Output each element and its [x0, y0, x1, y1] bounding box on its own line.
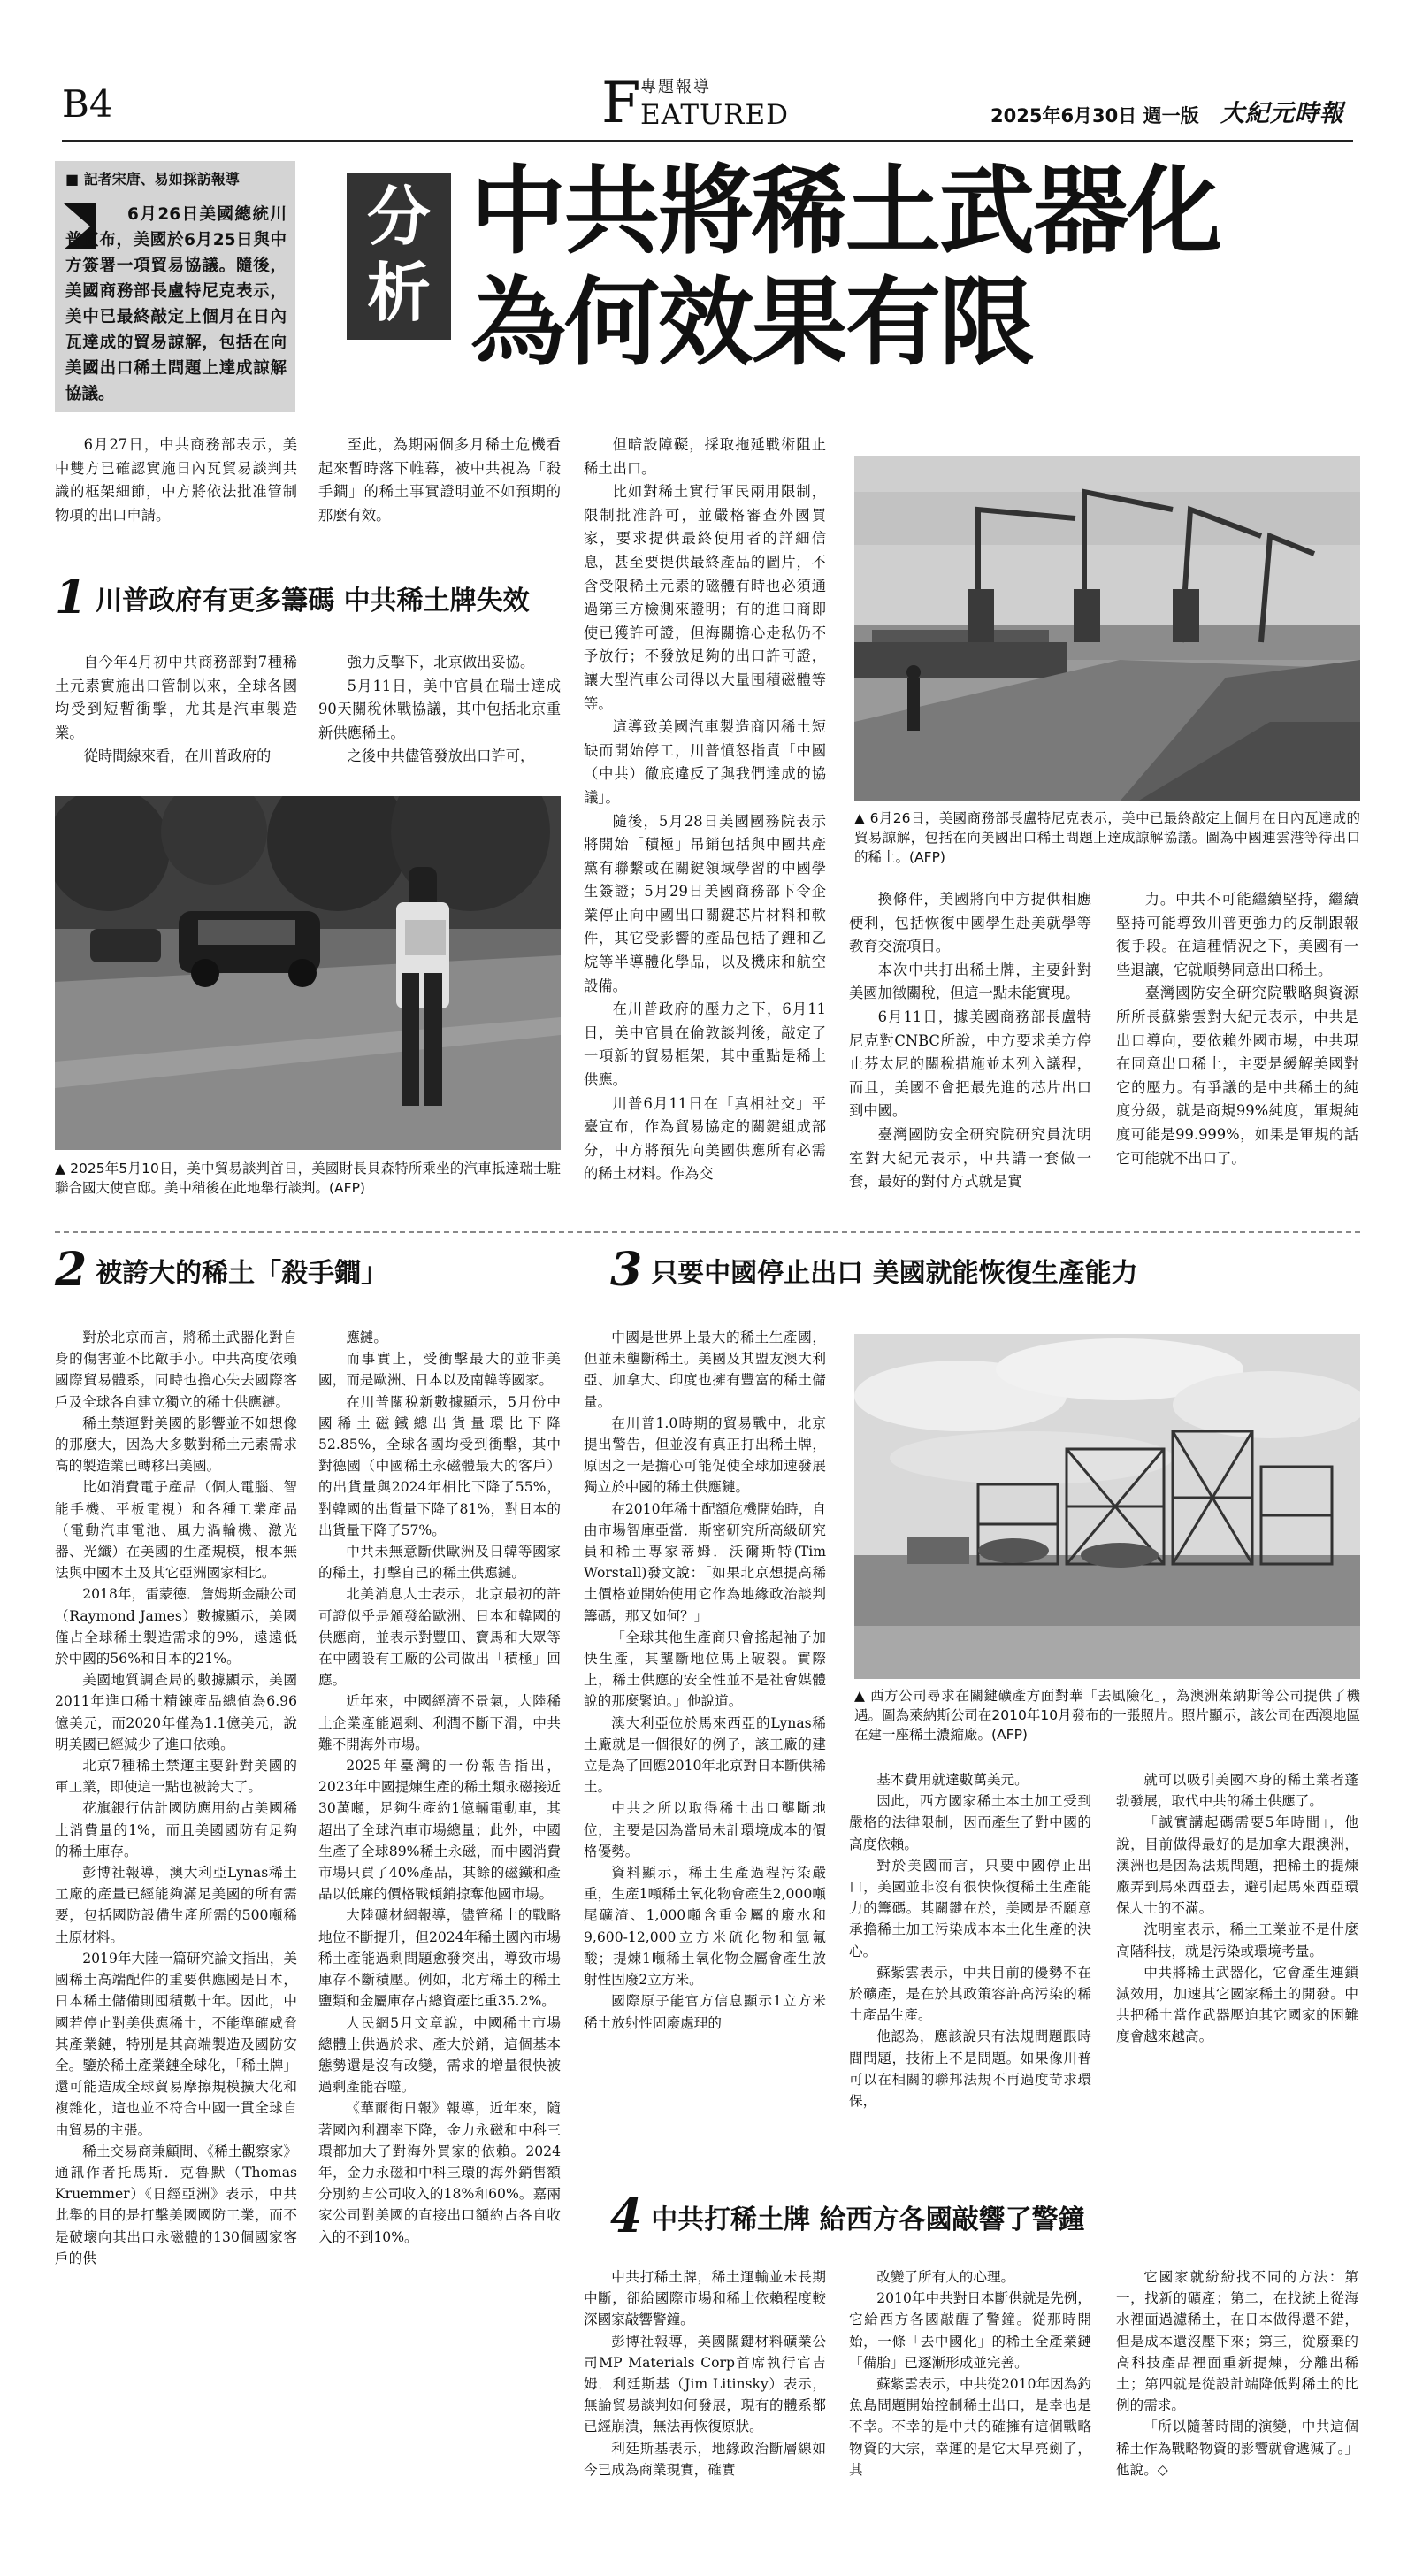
- body-paragraph: 蘇紫雲表示，中共目前的優勢不在於礦產，是在於其政策容許高污染的稀土產品生產。: [849, 1964, 1091, 2024]
- plant-photo-drawing: [854, 1334, 1360, 1679]
- body-paragraph: 中共之所以取得稀土出口壟斷地位，主要是因為當局未計環境成本的價格優勢。: [584, 1800, 826, 1859]
- body-paragraph: 對於北京而言，將稀土武器化對自身的傷害並不比敵手小。中共高度依賴國際貿易體系，同時也擔心失去國際客戶及全球各自建立獨立的稀土供應鏈。: [55, 1330, 297, 1410]
- body-paragraph: 強力反擊下，北京做出妥協。: [347, 654, 535, 671]
- section-number: 4: [610, 2189, 643, 2243]
- section-2-col-1: [55, 1327, 297, 2269]
- body-paragraph: 6月11日，據美國商務部長盧特尼克對CNBC所說，中方要求美方停止芬太尼的關稅措施並未列入議程，而且，美國不會把最先進的芯片出口到中國。: [849, 1008, 1091, 1120]
- body-paragraph: 在2010年稀土配額危機開始時，自由市場智庫亞當．斯密研究所高級研究員和稀土專家蒂姆．沃爾斯特(Tim Worstall)發文說：「如果北京想提高稀土價格並開始使用它作為地緣政治談判籌碼，那又如何？」: [584, 1500, 826, 1624]
- body-paragraph: 比如消費電子產品（個人電腦、智能手機、平板電視）和各種工業產品（電動汽車電池、風力渦輪機、激光器、光纖）在美國的生產規模，根本無法與中國本土及其它亞洲國家相比。: [55, 1479, 297, 1582]
- body-paragraph: 隨後，5月28日美國國務院表示將開始「積極」吊銷包括與中國共產黨有聯繫或在關鍵領域學習的中國學生簽證；5月29日美國商務部下令企業停止向中國出口關鍵芯片材料和軟件，其它受影響的產品包括了鋰和乙烷等半導體化學品，以及機床和航空設備。: [584, 812, 826, 994]
- header-rule: [62, 140, 1353, 142]
- section-title: 中共打稀土牌 給西方各國敲響了警鐘: [651, 2204, 1085, 2235]
- section-title-en: EATURED: [640, 99, 789, 131]
- body-paragraph: 稀土禁運對美國的影響並不如想像的那麼大，因為大多數對稀土元素需求高的製造業已轉移出美國。: [55, 1414, 297, 1475]
- body-paragraph: 但暗設障礙，採取拖延戰術阻止稀土出口。: [584, 436, 826, 477]
- body-paragraph: 在川普關稅新數據顯示，5月份中國稀土磁鐵總出貨量環比下降52.85%，全球各國均受到衝擊，其中對德國（中國稀土永磁體最大的客戶）的出貨量與2024年相比下降了55%，對韓國的出貨量下降了81%，對日本的出貨量下降了57%。: [318, 1393, 561, 1538]
- body-paragraph: 從時間線來看，在川普政府的: [83, 748, 272, 765]
- section-initial: F: [601, 71, 641, 136]
- page-header: [0, 0, 1415, 142]
- section-divider: [55, 1231, 1360, 1233]
- section-1-col-2: [318, 651, 561, 769]
- body-paragraph: 之後中共儘管發放出口許可，: [347, 748, 535, 765]
- body-paragraph: 他認為，應該說只有法規問題跟時間問題，技術上不是問題。如果像川普可以在相關的聯邦法規不再過度苛求環保，: [849, 2028, 1091, 2110]
- body-paragraph: 利廷斯基表示，地緣政治斷層線如今已成為商業現實，確實: [584, 2440, 826, 2478]
- intro-paragraph: 6月27日，中共商務部表示，美中雙方已確認實施日內瓦貿易談判共識的框架細節，中方將依法批准管制物項的出口申請。: [55, 436, 297, 524]
- body-paragraph: 2018年，雷蒙德．詹姆斯金融公司（Raymond James）數據顯示，美國僅占全球稀土製造需求的9%，遠遠低於中國的56%和日本的21%。: [55, 1586, 297, 1668]
- section-title-cn: 專題報導: [640, 78, 711, 96]
- body-paragraph: 因此，西方國家稀土本土加工受到嚴格的法律限制，因而產生了對中國的高度依賴。: [849, 1793, 1091, 1852]
- body-paragraph: 應鏈。: [346, 1330, 387, 1346]
- headline-line-2: 為何效果有限: [470, 268, 1034, 379]
- body-paragraph: 彭博社報導，澳大利亞Lynas稀土工廠的產量已經能夠滿足美國的所有需要，包括國防設備生產所需的500噸稀土原材料。: [55, 1865, 297, 1945]
- body-paragraph: 對於美國而言，只要中國停止出口，美國並非沒有很快恢復稀土生產能力的籌碼。其關鍵在於，美國是否願意承擔稀土加工污染成本本土化生產的決心。: [849, 1857, 1091, 1959]
- top-col-3: [584, 433, 826, 1186]
- body-paragraph: 中共打稀土牌，稀土運輸並未長期中斷，卻給國際市場和稀土依賴程度較深國家敲響警鐘。: [584, 2269, 826, 2328]
- body-paragraph: 澳大利亞位於馬來西亞的Lynas稀土廠就是一個很好的例子，該工廠的建立是為了回應2010年北京對日本斷供稀土。: [584, 1714, 826, 1796]
- body-paragraph: 換條件，美國將向中方提供相應便利，包括恢復中國學生赴美就學等教育交流項目。: [849, 891, 1091, 955]
- body-paragraph: 2025年臺灣的一份報告指出，2023年中國提煉生產的稀土類永磁接近30萬噸，足夠生產約1億輛電動車，其超出了全球汽車市場總量；此外，中國生產了全球89%稀土永磁，而中國消費市場只買了40%產品，其餘的磁鐵和產品以低廉的價格戰傾銷掠奪他國市場。: [318, 1758, 561, 1903]
- section-label: [601, 73, 831, 136]
- lead-text: 6月26日美國總統川普宣布，美國於6月25日與中方簽署一項貿易協議。隨後，美國商務部長盧特尼克表示，美中已最終敲定上個月在日內瓦達成的貿易諒解，包括在向美國出口稀土問題上達成諒解協議。: [65, 205, 287, 403]
- body-paragraph: 彭博社報導，美國關鍵材料礦業公司MP Materials Corp首席執行官吉姆．利廷斯基（Jim Litinsky）表示，無論貿易談判如何發展，現有的體系都已經崩潰，無法再恢復原狀。: [584, 2333, 826, 2435]
- headline-line-1: 中共將稀土武器化: [470, 157, 1221, 267]
- geneva-photo-caption: ▲ 2025年5月10日，美中貿易談判首日，美國財長貝森特所乘坐的汽車抵達瑞士駐聯合國大使官邸。美中稍後在此地舉行談判。(AFP): [55, 1161, 561, 1196]
- body-paragraph: 沈明室表示，稀土工業並不是什麼高階科技，就是污染或環境考量。: [1116, 1921, 1358, 1959]
- intro-paragraph: 至此，為期兩個多月稀土危機看起來暫時落下帷幕，被中共視為「殺手鐧」的稀土事實證明並不如預期的那麼有效。: [318, 436, 561, 524]
- body-paragraph: 國際原子能官方信息顯示1立方米稀土放射性固廢處理的: [584, 1993, 826, 2031]
- body-paragraph: 臺灣國防安全研究院研究員沈明室對大紀元表示，中共講一套做一套，最好的對付方式就是實: [849, 1125, 1091, 1191]
- section-1-heading: [55, 571, 568, 625]
- body-paragraph: 中國是世界上最大的稀土生產國，但並未壟斷稀土。美國及其盟友澳大利亞、加拿大、印度也擁有豐富的稀土儲量。: [584, 1330, 826, 1410]
- section-2-col-2: [318, 1327, 561, 2248]
- body-paragraph: 「誠實講起碼需要5年時間」，他說，目前做得最好的是加拿大跟澳洲，澳洲也是因為法規問題，把稀土的提煉廠弄到馬來西亞去，避引起馬來西亞環保人士的不滿。: [1116, 1814, 1358, 1917]
- section-number: 2: [55, 1243, 88, 1297]
- geneva-motorcade-photo: [55, 796, 561, 1150]
- section-4-col-3: [1116, 2266, 1358, 2480]
- port-photo-caption: ▲ 6月26日，美國商務部長盧特尼克表示，美中已最終敲定上個月在日內瓦達成的貿易諒解，包括在向美國出口稀土問題上達成諒解協議。圖為中國連雲港等待出口的稀土。(AFP): [854, 810, 1360, 865]
- body-paragraph: 而事實上，受衝擊最大的並非美國，而是歐洲、日本以及南韓等國家。: [318, 1351, 561, 1389]
- body-paragraph: 北美消息人士表示，北京最初的許可證似乎是頒發給歐洲、日本和韓國的供應商，並表示對豐田、寶馬和大眾等在中國設有工廠的公司做出「積極」回應。: [318, 1586, 561, 1689]
- intro-col-2: [318, 433, 561, 527]
- top-right-col-b: [1116, 888, 1358, 1170]
- section-3-col-1: [584, 1327, 826, 2034]
- section-title: 只要中國停止出口 美國就能恢復生產能力: [651, 1258, 1138, 1289]
- section-4-col-2: [849, 2266, 1091, 2480]
- section-3-col-3: [1116, 1769, 1358, 2048]
- body-paragraph: 中共未無意斷供歐洲及日韓等國家的稀土，打擊自己的稀土供應鏈。: [318, 1544, 561, 1582]
- intro-col-1: [55, 433, 297, 527]
- body-paragraph: 川普6月11日在「真相社交」平臺宣布，作為貿易協定的關鍵組成部分，中方將預先向美國供應所有必需的稀土材料。作為交: [584, 1094, 826, 1183]
- geneva-photo-drawing: [55, 796, 561, 1150]
- body-paragraph: 力。中共不可能繼續堅持，繼續堅持可能導致川普更強力的反制跟報復手段。在這種情況之下，美國有一些退讓，它就順勢同意出口稀土。: [1116, 891, 1358, 978]
- body-paragraph: 「全球其他生產商只會搖起袖子加快生產，其壟斷地位馬上破裂。實際上，稀土供應的安全性並不是社會媒體說的那麼緊迫。」他說道。: [584, 1629, 826, 1710]
- body-paragraph: 稀土交易商兼顧問、《稀土觀察家》通訊作者托馬斯．克魯默（Thomas Kruemmer）《日經亞洲》表示，中共此舉的目的是打擊美國國防工業，而不是破壞向其出口永磁體的130個國家客戶的供: [55, 2143, 297, 2266]
- section-number: 1: [55, 571, 88, 625]
- issue-date: 2025年6月30日 週一版: [990, 105, 1199, 126]
- body-paragraph: 它國家就紛紛找不同的方法：第一，找新的礦產；第二，在找統上從海水裡面過濾稀土，在日本做得還不錯，但是成本還沒壓下來；第三，從廢棄的高科技產品裡面重新提煉，分離出稀土；第四就是從設計端降低對稀土的比例的需求。: [1116, 2269, 1358, 2414]
- section-3-heading: [610, 1243, 1362, 1297]
- analysis-tag: [347, 173, 451, 340]
- body-paragraph: 近年來，中國經濟不景氣，大陸稀土企業產能過剩、利潤不斷下滑，中共難不開海外市場。: [318, 1693, 561, 1752]
- body-paragraph: 5月11日，美中官員在瑞士達成90天關稅休戰協議，其中包括北京重新供應稀土。: [318, 677, 561, 741]
- body-paragraph: 蘇紫雲表示，中共從2010年因為釣魚島問題開始控制稀土出口，是幸也是不幸。不幸的是中共的確擁有這個戰略物資的大宗，幸運的是它太早亮劍了，其: [849, 2376, 1091, 2478]
- body-paragraph: 改變了所有人的心理。: [876, 2269, 1015, 2285]
- paper-logo: 大紀元時報: [1220, 100, 1344, 127]
- port-photo-drawing: [854, 456, 1360, 801]
- body-paragraph: 北京7種稀土禁運主要針對美國的軍工業，即使這一點也被誇大了。: [55, 1758, 297, 1796]
- analysis-tag-text: 分析: [366, 180, 431, 330]
- body-paragraph: 大陸礦材網報導，儘管稀土的戰略地位不斷提升，但2024年稀土國內市場稀土產能過剩問題愈發突出，導致市場庫存不斷積壓。例如，北方稀土的稀土鹽類和金屬庫存占總資產比重35.2%。: [318, 1907, 561, 2010]
- body-paragraph: 本次中共打出稀土牌，主要針對美國加徵關稅，但這一點未能實現。: [849, 961, 1091, 1002]
- body-paragraph: 比如對稀土實行軍民兩用限制，限制批准許可，並嚴格審查外國買家，要求提供最終使用者的詳細信息，甚至要提供最終產品的圖片，不含受限稀土元素的磁體有時也必須通過第三方檢測來證明；有的進口商即使已獲許可證，但海關擔心走私仍不予放行；不發放足夠的出口許可證，讓大型汽車公司得以大量囤積磁體等等。: [584, 483, 826, 712]
- body-paragraph: 基本費用就達數萬美元。: [876, 1772, 1029, 1788]
- section-title: 被誇大的稀土「殺手鐧」: [96, 1258, 388, 1289]
- body-paragraph: 在川普1.0時期的貿易戰中，北京提出警告，但並沒有真正打出稀土牌，原因之一是擔心可能促使全球加速發展獨立於中國的稀土供應鏈。: [584, 1414, 826, 1496]
- body-paragraph: 臺灣國防安全研究院戰略與資源所所長蘇紫雲對大紀元表示，中共是出口導向，要依賴外國市場，中共現在同意出口稀土，主要是緩解美國對它的壓力。有爭議的是中共稀土的純度分級，就是商規99%純度，軍規純度可能是99.999%，如果是軍規的話它可能就不出口了。: [1116, 985, 1358, 1167]
- top-right-col-a: [849, 888, 1091, 1194]
- page-number: B4: [62, 82, 113, 126]
- plant-photo-caption: ▲ 西方公司尋求在關鍵礦產方面對華「去風險化」，為澳洲萊納斯等公司提供了機遇。圖為萊納斯公司在2010年10月發布的一張照片。照片顯示，該公司在西澳地區在建一座稀土濃縮廠。(AFP): [854, 1688, 1360, 1743]
- body-paragraph: 「所以隨著時間的演變，中共這個稀土作為戰略物資的影響就會遞減了。」他說。◇: [1116, 2419, 1358, 2478]
- body-paragraph: 2019年大陸一篇研究論文指出，美國稀土高端配件的重要供應國是日本，日本稀土儲備則囤積數十年。因此，中國若停止對美供應稀土，不能準確威脅其產業鏈，特別是其高端製造及國防安全。鑒於稀土產業鏈全球化，「稀土牌」還可能造成全球貿易摩擦規模擴大化和複雜化，這也並不符合中國一貫全球自由貿易的主張。: [55, 1950, 297, 2138]
- section-title: 川普政府有更多籌碼 中共稀土牌失效: [96, 586, 530, 617]
- lynas-plant-photo: [854, 1334, 1360, 1679]
- body-paragraph: 《華爾街日報》報導，近年來，隨著國內利潤率下降，金力永磁和中科三環都加大了對海外買家的依賴。2024年，金力永磁和中科三環的海外銷售額分別約占公司收入的18%和60%。嘉兩家公司對美國的直接出口額約占各自收入的不到10%。: [318, 2100, 561, 2245]
- section-1-col-1: [55, 651, 297, 769]
- section-4-heading: [610, 2189, 1362, 2243]
- body-paragraph: 自今年4月初中共商務部對7種稀土元素實施出口管制以來，全球各國均受到短暫衝擊，尤其是汽車製造業。: [55, 654, 297, 741]
- body-paragraph: 就可以吸引美國本身的稀土業者蓬勃發展，取代中共的稀土供應了。: [1116, 1772, 1358, 1810]
- body-paragraph: 2010年中共對日本斷供就是先例，它給西方各國敲醒了警鐘。從那時開始，一條「去中國化」的稀土全產業鏈「備胎」已逐漸形成並完善。: [849, 2290, 1091, 2371]
- section-4-col-1: [584, 2266, 826, 2480]
- body-paragraph: 資料顯示，稀土生產過程污染嚴重，生產1噸稀土氧化物會產生2,000噸尾礦渣、1,000噸含重金屬的廢水和9,600-12,000立方米硫化物和氫氟酸；提煉1噸稀土氧化物金屬會產生放射性固廢2立方米。: [584, 1865, 826, 1989]
- section-number: 3: [610, 1243, 643, 1297]
- section-3-col-2: [849, 1769, 1091, 2112]
- body-paragraph: 中共將稀土武器化，它會產生連鎖減效用，加速其它國家稀土的開發。中共把稀土當作武器壓迫其它國家的困難度會越來越高。: [1116, 1964, 1358, 2045]
- body-paragraph: 人民網5月文章說，中國稀土市場總體上供過於求、產大於銷，這個基本態勢還是沒有改變，需求的增量很快被過剩產能吞噬。: [318, 2014, 561, 2096]
- section-2-heading: [55, 1243, 568, 1297]
- body-paragraph: 美國地質調查局的數據顯示，美國2011年進口稀土精鍊產品總值為6.96億美元，而2020年僅為1.1億美元，說明美國已經減少了進口依賴。: [55, 1672, 297, 1752]
- byline: ■ 記者宋唐、易如採訪報導: [65, 171, 240, 188]
- lead-box: [55, 161, 295, 412]
- body-paragraph: 這導致美國汽車製造商因稀土短缺而開始停工，川普憤怒指責「中國（中共）徹底違反了與我們達成的協議」。: [584, 718, 826, 806]
- body-paragraph: 在川普政府的壓力之下，6月11日，美中官員在倫敦談判後，敲定了一項新的貿易框架，其中重點是稀土供應。: [584, 1000, 826, 1089]
- port-photo: [854, 456, 1360, 801]
- body-paragraph: 花旗銀行估計國防應用約占美國稀土消費量的1%，而且美國國防有足夠的稀土庫存。: [55, 1800, 297, 1859]
